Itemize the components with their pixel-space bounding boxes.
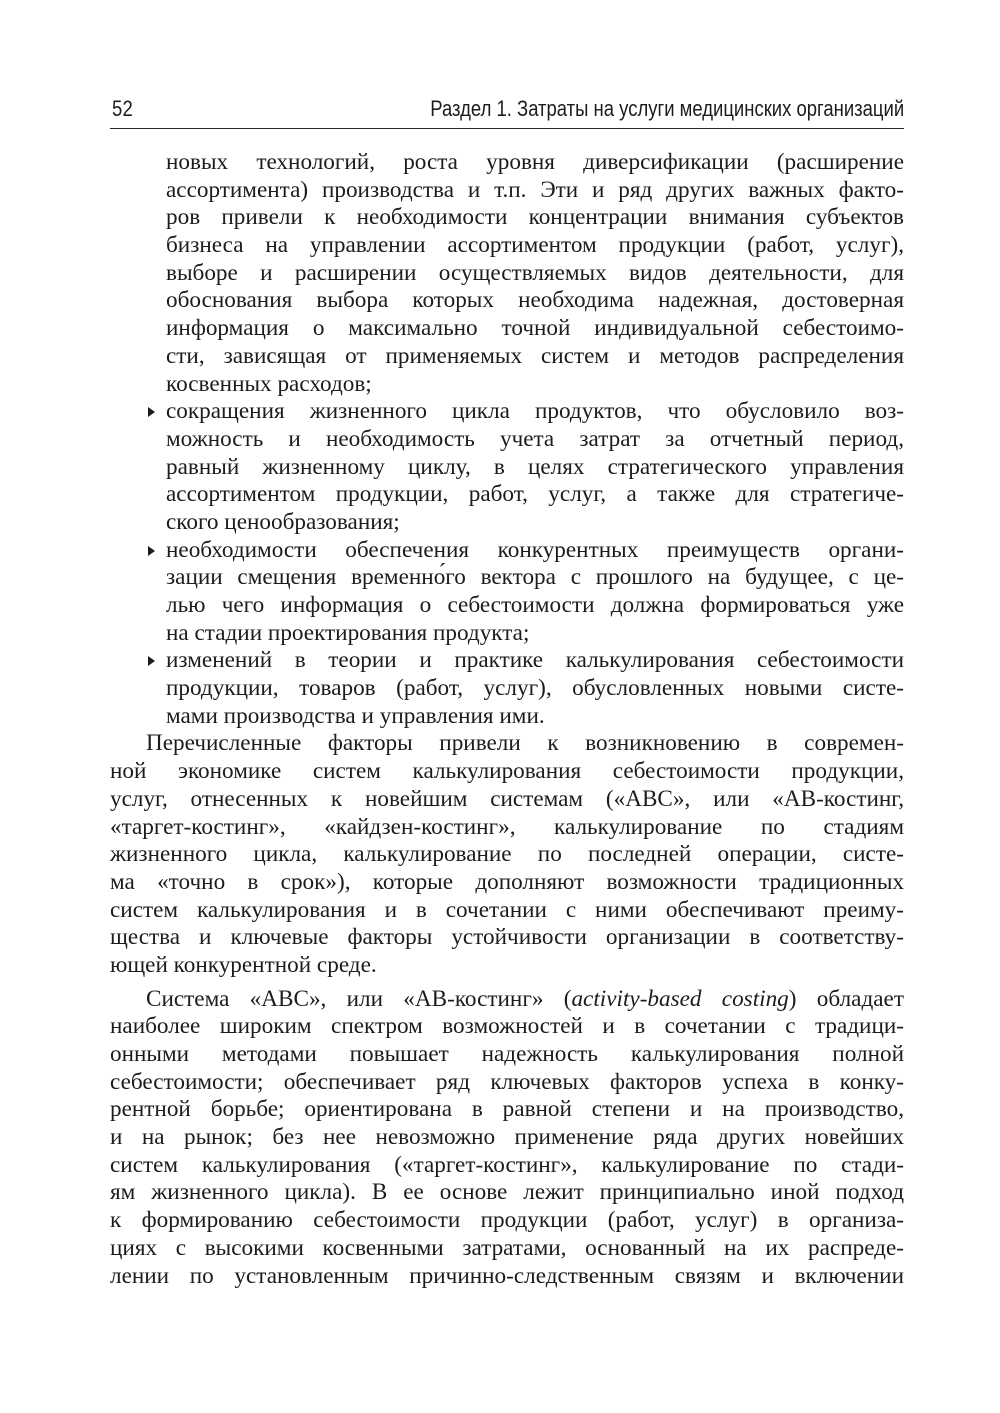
running-head: Раздел 1. Затраты на услуги медицинских организаций bbox=[430, 96, 904, 121]
text-line: себестоимости; обеспечивает ряд ключевых факторов успеха в конку- bbox=[110, 1068, 904, 1095]
text-line: ров привели к необходимости концентрации внимания субъектов bbox=[166, 204, 904, 231]
text-line: сти, зависящая от применяемых систем и методов распределения bbox=[166, 342, 904, 369]
text-line: «таргет-костинг», «кайдзен-костинг», калькулирование по стадиям bbox=[110, 813, 904, 840]
text-line: Перечисленные факторы привели к возникновению в современ- bbox=[146, 730, 904, 757]
text-line bbox=[110, 986, 904, 1014]
text-line: мами производства и управления ими. bbox=[166, 702, 545, 729]
text-line: информация о максимально точной индивидуальной себестоимо- bbox=[166, 315, 904, 342]
text-line: лью чего информация о себестоимости должна формироваться уже bbox=[166, 592, 904, 618]
text-line: ского ценообразования; bbox=[166, 508, 400, 535]
text-line: лении по установленным причинно-следственным связям и включении bbox=[110, 1262, 904, 1289]
text-line: ной экономике систем калькулирования себестоимости продукции, bbox=[110, 758, 904, 785]
text-line: обоснования выбора которых необходима надежная, достоверная bbox=[166, 287, 904, 314]
text-line: и на рынок; без нее невозможно применение ряда других новейших bbox=[110, 1124, 904, 1151]
text-line: циях с высокими косвенными затратами, основанный на их распреде- bbox=[110, 1234, 904, 1261]
text-line: косвенных расходов; bbox=[166, 370, 372, 397]
bullet-item bbox=[110, 537, 904, 648]
italic-term: activity-based costing bbox=[571, 985, 789, 1012]
page-number: 52 bbox=[112, 96, 134, 121]
text-line: изменений в теории и практике калькулирования себестоимости bbox=[166, 647, 904, 674]
text-line: на стадии проектирования продукта; bbox=[166, 619, 530, 646]
text-line: наиболее широким спектром возможностей и в сочетании с традици- bbox=[110, 1013, 904, 1040]
triangle-bullet-icon bbox=[148, 546, 155, 556]
text-line: ассортиментом продукции, работ, услуг, а также для стратегиче- bbox=[166, 481, 904, 508]
page-header bbox=[110, 94, 904, 129]
text-line: систем калькулирования и в сочетании с ними обеспечивают преиму- bbox=[110, 896, 904, 923]
text-line: услуг, отнесенных к новейшим системам («АВС», или «АВ-костинг, bbox=[110, 785, 904, 812]
text-line: сокращения жизненного цикла продуктов, что обусловило воз- bbox=[166, 398, 904, 425]
text-run: Система «АВС», или «АВ-костинг» ( bbox=[146, 985, 572, 1012]
text-line: продукции, товаров (работ, услуг), обусловленных новыми систе- bbox=[166, 675, 904, 702]
text-line: ям жизненного цикла). В ее основе лежит принципиально иной подход bbox=[110, 1179, 904, 1206]
text-line: зации смещения временно́го вектора с прошлого на будущее, с це- bbox=[166, 564, 904, 591]
text-line: щества и ключевые факторы устойчивости организации в соответству- bbox=[110, 924, 904, 951]
text-line: ассортимента) производства и т.п. Эти и ряд других важных факто- bbox=[166, 176, 904, 203]
triangle-bullet-icon bbox=[148, 656, 155, 666]
bullet-item bbox=[110, 398, 904, 536]
bullet-item bbox=[110, 647, 904, 730]
text-line: онными методами повышает надежность калькулирования полной bbox=[110, 1041, 904, 1067]
text-line: необходимости обеспечения конкурентных преимуществ органи- bbox=[166, 536, 904, 563]
text-line: жизненного цикла, калькулирование по последней операции, систе- bbox=[110, 841, 904, 868]
text-line: новых технологий, роста уровня диверсификации (расширение bbox=[166, 149, 904, 175]
body-text bbox=[110, 149, 904, 1290]
text-line: равный жизненному циклу, в целях стратегического управления bbox=[166, 453, 904, 480]
text-line: ма «точно в срок»), которые дополняют возможности традиционных bbox=[110, 868, 904, 895]
text-line: систем калькулирования («таргет-костинг», калькулирование по стади- bbox=[110, 1151, 904, 1178]
text-line: к формированию себестоимости продукции (работ, услуг) в организа- bbox=[110, 1207, 904, 1234]
text-line: бизнеса на управлении ассортиментом продукции (работ, услуг), bbox=[166, 232, 904, 259]
text-line: можность и необходимость учета затрат за отчетный период, bbox=[166, 425, 904, 452]
triangle-bullet-icon bbox=[148, 407, 155, 417]
text-run: ) обладает bbox=[788, 985, 904, 1012]
text-line: выборе и расширении осуществляемых видов деятельности, для bbox=[166, 259, 904, 286]
text-line: рентной борьбе; ориентирована в равной степени и на производство, bbox=[110, 1096, 904, 1123]
paragraph bbox=[110, 730, 904, 979]
text-line: ющей конкурентной среде. bbox=[110, 951, 377, 978]
bullet-continuation bbox=[110, 149, 904, 398]
paragraph bbox=[110, 986, 904, 1291]
